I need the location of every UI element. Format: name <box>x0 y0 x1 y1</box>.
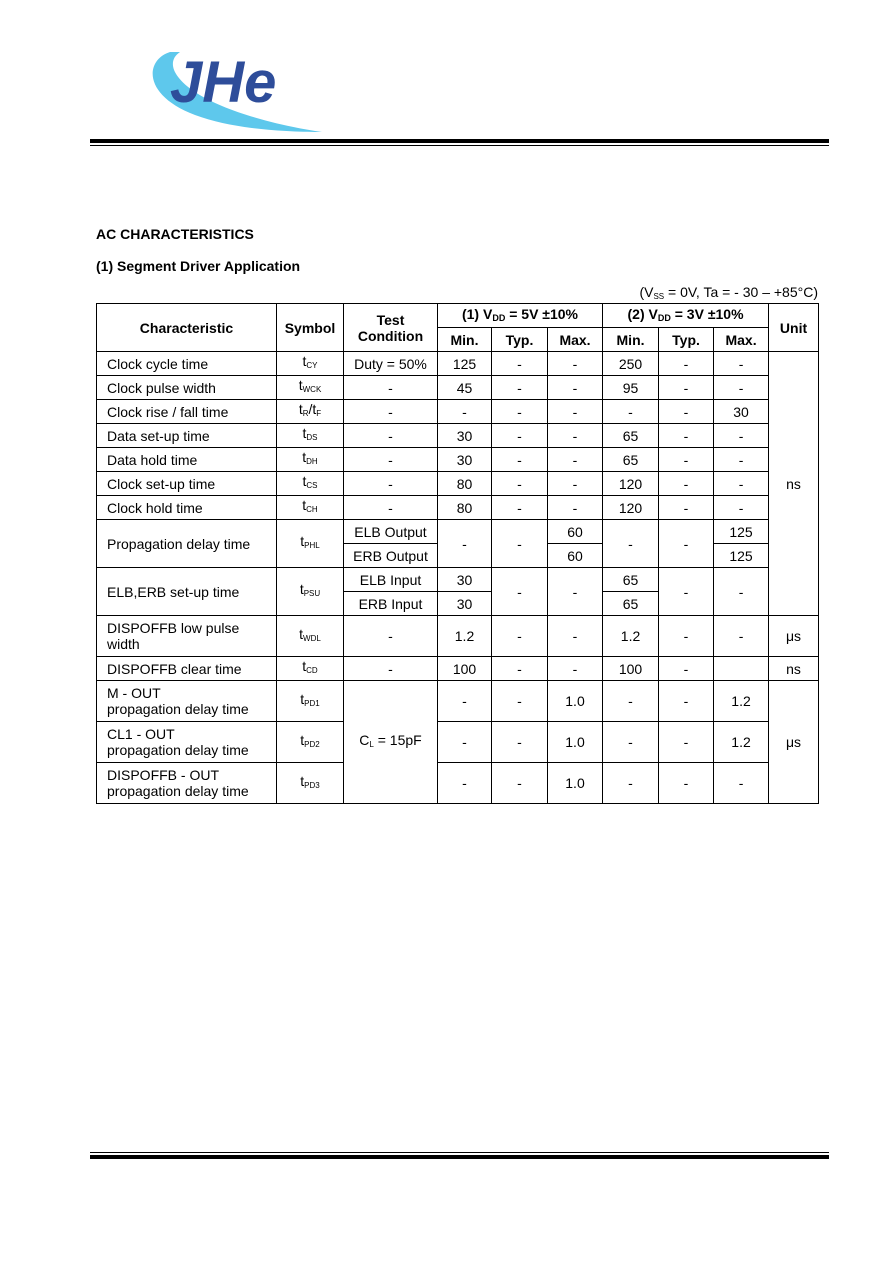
header-symbol: Symbol <box>277 304 344 352</box>
header-characteristic: Characteristic <box>97 304 277 352</box>
table-row: Clock rise / fall time $t_R/t_F$ - - - - - - 30 <box>97 400 819 424</box>
header-min: Min. <box>438 328 492 352</box>
ac-characteristics-table <box>96 303 819 804</box>
table-row: DISPOFFB low pulse width $t_{WDL}$ - 1.2 - - 1.2 - - μs <box>97 616 819 657</box>
header-max: Max. <box>714 328 769 352</box>
table-row: Data set-up time $t_{DS}$ - 30 - - 65 - - <box>97 424 819 448</box>
header-min: Min. <box>603 328 659 352</box>
table-row: Clock hold time $t_{CH}$ - 80 - - 120 - - <box>97 496 819 520</box>
header-max: Max. <box>548 328 603 352</box>
symbol-cell: $t_{PD1}$ <box>277 681 344 722</box>
logo-text: JHe <box>170 50 277 115</box>
footer-rule-thick <box>90 1155 829 1159</box>
header-group-3v: (2) VDD = 3V ±10% <box>603 304 769 328</box>
header-typ: Typ. <box>659 328 714 352</box>
section-title: AC CHARACTERISTICS <box>96 226 254 242</box>
table-row: CL1 - OUT propagation delay time $t_{PD2}$ - - 1.0 - - 1.2 <box>97 722 819 763</box>
header-rule-thick <box>90 139 829 143</box>
table-row: ERB Output 60 125 <box>97 544 819 568</box>
footer-rule-thin <box>90 1152 829 1153</box>
table-row: Clock cycle time $t_{CY}$ Duty = 50% 125 - - 250 - - ns <box>97 352 819 376</box>
symbol-cell: $t_{CS}$ <box>277 472 344 496</box>
header-unit: Unit <box>769 304 819 352</box>
symbol-cell: $t_{WDL}$ <box>277 616 344 657</box>
symbol-cell: $t_{PHL}$ <box>277 520 344 568</box>
test-conditions: ($V_{SS} = 0V$, Ta = - 30 – +85°C) <box>639 284 818 301</box>
symbol-cell: $t_{CY}$ <box>277 352 344 376</box>
jhe-logo-icon <box>140 40 340 140</box>
header-test-condition: Test Condition <box>344 304 438 352</box>
header-group-5v: (1) VDD = 5V ±10% <box>438 304 603 328</box>
symbol-cell: $t_{PD2}$ <box>277 722 344 763</box>
table-row: Clock pulse width $t_{WCK}$ - 45 - - 95 - - <box>97 376 819 400</box>
subsection-title: (1) Segment Driver Application <box>96 258 301 274</box>
header-typ: Typ. <box>492 328 548 352</box>
table-row: Data hold time $t_{DH}$ - 30 - - 65 - - <box>97 448 819 472</box>
table-row: ELB,ERB set-up time $t_{PSU}$ ELB Input 30 - - 65 - - <box>97 568 819 592</box>
symbol-cell: $t_{CH}$ <box>277 496 344 520</box>
table-row: DISPOFFB - OUT propagation delay time $t_{PD3}$ - - 1.0 - - - <box>97 763 819 804</box>
table-row: DISPOFFB clear time $t_{CD}$ - 100 - - 100 - ns <box>97 657 819 681</box>
table-row: Clock set-up time $t_{CS}$ - 80 - - 120 - - <box>97 472 819 496</box>
symbol-cell: $t_{PSU}$ <box>277 568 344 616</box>
symbol-cell: $t_{WCK}$ <box>277 376 344 400</box>
unit-us-cell: μs <box>769 681 819 804</box>
symbol-cell: $t_{DS}$ <box>277 424 344 448</box>
load-condition-cell: $C_L = 15pF$ <box>344 681 438 804</box>
unit-ns-cell: ns <box>769 657 819 681</box>
symbol-cell: $t_{DH}$ <box>277 448 344 472</box>
symbol-cell: $t_{CD}$ <box>277 657 344 681</box>
symbol-cell: $t_{PD3}$ <box>277 763 344 804</box>
table-row: M - OUT propagation delay time $t_{PD1}$ $C_L = 15pF$ - - 1.0 - - 1.2 μs <box>97 681 819 722</box>
unit-us-cell: μs <box>769 616 819 657</box>
header-rule-thin <box>90 145 829 146</box>
table-row: Propagation delay time $t_{PHL}$ ELB Output - - 60 - - 125 <box>97 520 819 544</box>
table-row: ERB Input 30 65 <box>97 592 819 616</box>
symbol-cell: $t_R/t_F$ <box>277 400 344 424</box>
unit-ns-cell: ns <box>769 352 819 616</box>
